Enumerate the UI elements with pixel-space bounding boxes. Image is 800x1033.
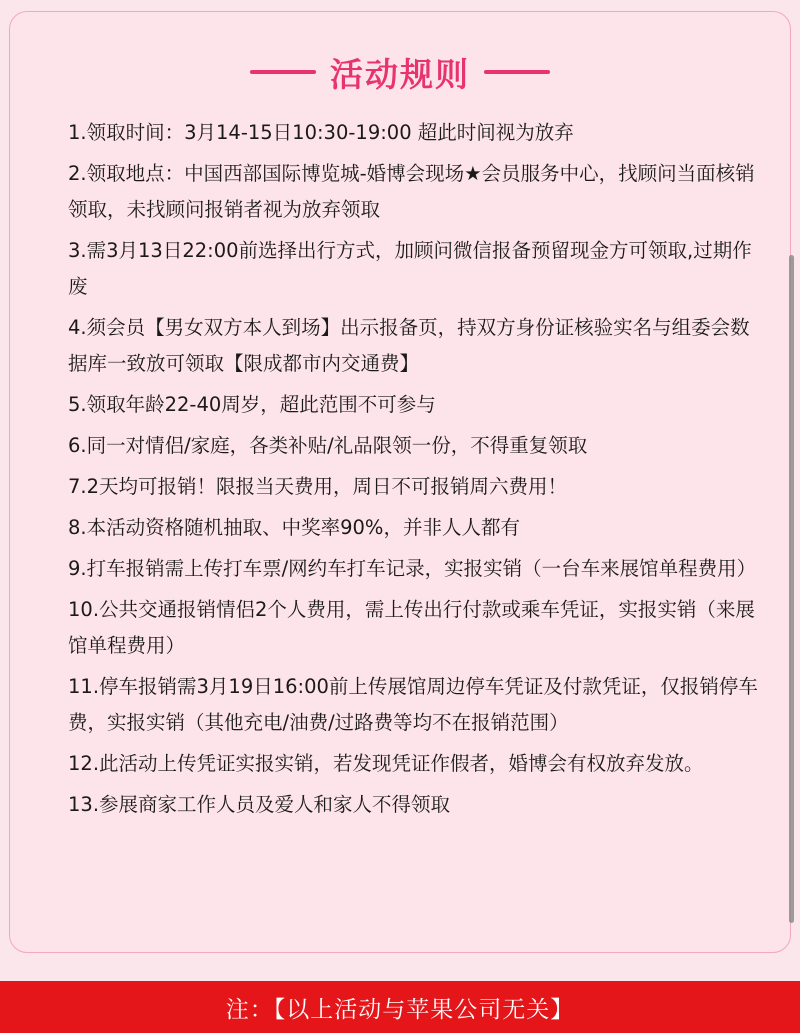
- rule-item-2: 2.领取地点：中国西部国际博览城-婚博会现场★会员服务中心，找顾问当面核销领取，未找顾问报销者视为放弃领取: [68, 162, 755, 221]
- rule-item-8: 8.本活动资格随机抽取、中奖率90%，并非人人都有: [68, 516, 520, 539]
- rule-item-11: 11.停车报销需3月19日16:00前上传展馆周边停车凭证及付款凭证，仅报销停车费，实报实销（其他充电/油费/过路费等均不在报销范围）: [68, 675, 758, 734]
- rule-item-3: 3.需3月13日22:00前选择出行方式，加顾问微信报备预留现金方可领取,过期作废: [68, 239, 752, 298]
- rule-item-1: 1.领取时间：3月14-15日10:30-19:00 超此时间视为放弃: [68, 121, 574, 144]
- rule-item-7: 7.2天均可报销！限报当天费用，周日不可报销周六费用！: [68, 475, 568, 498]
- rule-item-12: 12.此活动上传凭证实报实销，若发现凭证作假者，婚博会有权放弃发放。: [68, 752, 704, 775]
- rules-list: [68, 115, 758, 828]
- title-left-line: [250, 70, 316, 74]
- rules-card: [9, 11, 791, 953]
- title-right-line: [484, 70, 550, 74]
- title-row: [10, 42, 790, 102]
- rule-item-6: 6.同一对情侣/家庭，各类补贴/礼品限领一份，不得重复领取: [68, 434, 588, 457]
- rule-item-9: 9.打车报销需上传打车票/网约车打车记录，实报实销（一台车来展馆单程费用）: [68, 557, 757, 580]
- footer-note: 注：【以上活动与苹果公司无关】: [225, 996, 575, 1023]
- footer-disclaimer: [0, 981, 800, 1033]
- rule-item-4: 4.须会员【男女双方本人到场】出示报备页，持双方身份证核验实名与组委会数据库一致放可领取【限成都市内交通费】: [68, 316, 750, 375]
- rule-item-5: 5.领取年龄22-40周岁，超此范围不可参与: [68, 393, 436, 416]
- rule-item-13: 13.参展商家工作人员及爱人和家人不得领取: [68, 793, 451, 816]
- page-title: 活动规则: [330, 54, 470, 94]
- rule-item-10: 10.公共交通报销情侣2个人费用，需上传出行付款或乘车凭证，实报实销（来展馆单程费用）: [68, 598, 755, 657]
- scrollbar[interactable]: [789, 255, 794, 923]
